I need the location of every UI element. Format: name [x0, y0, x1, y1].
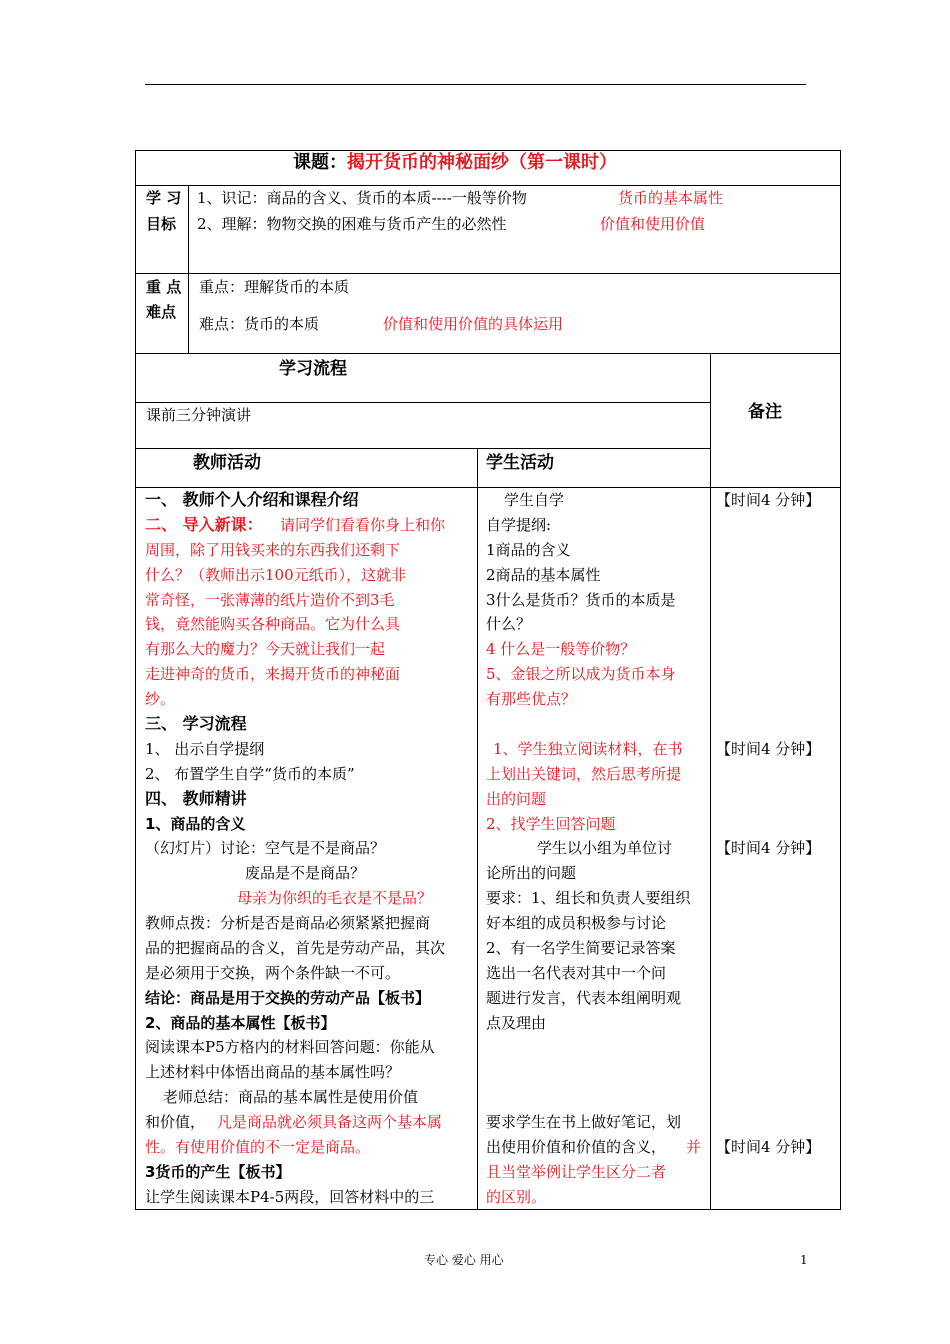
teacher-line: 让学生阅读课本P4-5两段，回答材料中的三: [145, 1188, 435, 1206]
teacher-line: 有那么大的魔力？今天就让我们一起: [145, 640, 386, 658]
teacher-line: 1、商品的含义: [145, 815, 246, 833]
teacher-line: 性。有使用价值的不一定是商品。: [145, 1138, 371, 1156]
student-line: 什么？: [486, 615, 532, 633]
student-line: 的区别。: [486, 1188, 547, 1206]
student-line: 2、找学生回答问题: [486, 815, 616, 833]
lesson-title: [293, 151, 617, 175]
student-activity-header: 学生活动: [486, 453, 554, 473]
student-line: 3什么是货币？货币的本质是: [486, 591, 676, 609]
student-line: 5、金银之所以成为货币本身: [486, 665, 676, 683]
teacher-line: 教师点拨：分析是否是商品必须紧紧把握商: [145, 914, 431, 932]
teacher-line: 请同学们看看你身上和你: [280, 516, 446, 534]
student-line: 好本组的成员积极参与讨论: [486, 914, 667, 932]
time-note: 【时间4 分钟】: [716, 1138, 821, 1156]
teacher-line: （幻灯片）讨论：空气是不是商品？: [145, 839, 386, 857]
student-line: 自学提纲:: [486, 516, 552, 534]
student-line: 学生以小组为单位讨: [537, 839, 673, 857]
teacher-line: 废品是不是商品？: [245, 864, 366, 882]
teacher-line: 四、 教师精讲: [145, 789, 247, 808]
time-note: 【时间4 分钟】: [716, 740, 821, 758]
title-prefix: 课题：: [293, 152, 347, 173]
student-line: 并: [686, 1138, 702, 1156]
teacher-line: 老师总结：商品的基本属性是使用价值: [163, 1088, 419, 1106]
student-line: 1、学生独立阅读材料，在书: [493, 740, 683, 758]
student-line: 有那些优点？: [486, 690, 577, 708]
teacher-activity-header: 教师活动: [193, 453, 261, 473]
teacher-line: 钱，竟然能购买各种商品。它为什么具: [145, 615, 401, 633]
student-line: 出的问题: [486, 790, 547, 808]
teacher-line: 1、 出示自学提纲: [145, 740, 265, 758]
teacher-line: 母亲为你织的毛衣是不是品？: [237, 889, 433, 907]
time-note: 【时间4 分钟】: [716, 491, 821, 509]
teacher-line: 二、 导入新课：: [145, 515, 263, 534]
teacher-line: 纱。: [145, 690, 176, 708]
teacher-line: 一、 教师个人介绍和课程介绍: [145, 490, 359, 509]
student-line: 且当堂举例让学生区分二者: [486, 1163, 667, 1181]
teacher-line: 什么？（教师出示100元纸币），这就非: [145, 566, 407, 584]
student-line: 选出一名代表对其中一个问: [486, 964, 667, 982]
student-line: 4 什么是一般等价物？: [486, 640, 636, 658]
student-line: 要求：1、组长和负责人要组织: [486, 889, 691, 907]
remarks-header: 备注: [748, 402, 782, 422]
goal-line-1: 1、识记：商品的含义、货币的本质----一般等价物: [197, 189, 527, 207]
teacher-line: 2、 布置学生自学“货币的本质”: [145, 765, 355, 783]
teacher-line: 是必须用于交换，两个条件缺一不可。: [145, 964, 401, 982]
teacher-line: 结论：商品是用于交换的劳动产品【板书】: [145, 989, 431, 1007]
flow-header: 学习流程: [279, 359, 347, 379]
teacher-line: 上述材料中体悟出商品的基本属性吗？: [145, 1063, 401, 1081]
student-line: 论所出的问题: [486, 864, 577, 882]
teacher-line: 周围，除了用钱买来的东西我们还剩下: [145, 541, 401, 559]
student-line: 2商品的基本属性: [486, 566, 601, 584]
page-number: 1: [800, 1253, 808, 1267]
footer-text: 专心 爱心 用心: [424, 1253, 504, 1267]
teacher-line: 品的把握商品的含义，首先是劳动产品，其次: [145, 939, 446, 957]
goals-label-2: 目标: [146, 215, 177, 233]
difficult-point-note: 价值和使用价值的具体运用: [383, 315, 564, 333]
teacher-line: 2、商品的基本属性【板书】: [145, 1014, 336, 1032]
teacher-line: 走进神奇的货币，来揭开货币的神秘面: [145, 665, 401, 683]
student-line: 题进行发言，代表本组阐明观: [486, 989, 682, 1007]
teacher-line: 阅读课本P5方格内的材料回答问题：你能从: [145, 1038, 435, 1056]
time-note: 【时间4 分钟】: [716, 839, 821, 857]
teacher-line: 和价值，: [145, 1113, 206, 1131]
student-line: 学生自学: [504, 491, 565, 509]
title-main: 揭开货币的神秘面纱（第一课时）: [347, 152, 617, 173]
goals-label-1: 学 习: [146, 189, 182, 207]
student-line: 1商品的含义: [486, 541, 571, 559]
student-line: 上划出关键词，然后思考所提: [486, 765, 682, 783]
key-point: 重点：理解货币的本质: [199, 278, 350, 296]
teacher-line: 三、 学习流程: [145, 714, 247, 733]
teacher-line: 凡是商品就必须具备这两个基本属: [217, 1113, 443, 1131]
keypoints-label-1: 重 点: [146, 278, 182, 296]
student-line: 点及理由: [486, 1014, 547, 1032]
student-line: 2、有一名学生简要记录答案: [486, 939, 676, 957]
teacher-line: 3货币的产生【板书】: [145, 1163, 291, 1181]
goal-line-1-note: 货币的基本属性: [618, 189, 724, 207]
keypoints-label-2: 难点: [146, 303, 177, 321]
warmup-speech: 课前三分钟演讲: [146, 406, 252, 424]
student-line: 出使用价值和价值的含义，: [486, 1138, 667, 1156]
header-rule: [145, 84, 806, 85]
student-line: 要求学生在书上做好笔记，划: [486, 1113, 682, 1131]
goal-line-2: 2、理解：物物交换的困难与货币产生的必然性: [197, 215, 507, 233]
difficult-point: 难点：货币的本质: [199, 315, 320, 333]
teacher-line: 常奇怪，一张薄薄的纸片造价不到3毛: [145, 591, 395, 609]
goal-line-2-note: 价值和使用价值: [600, 215, 706, 233]
